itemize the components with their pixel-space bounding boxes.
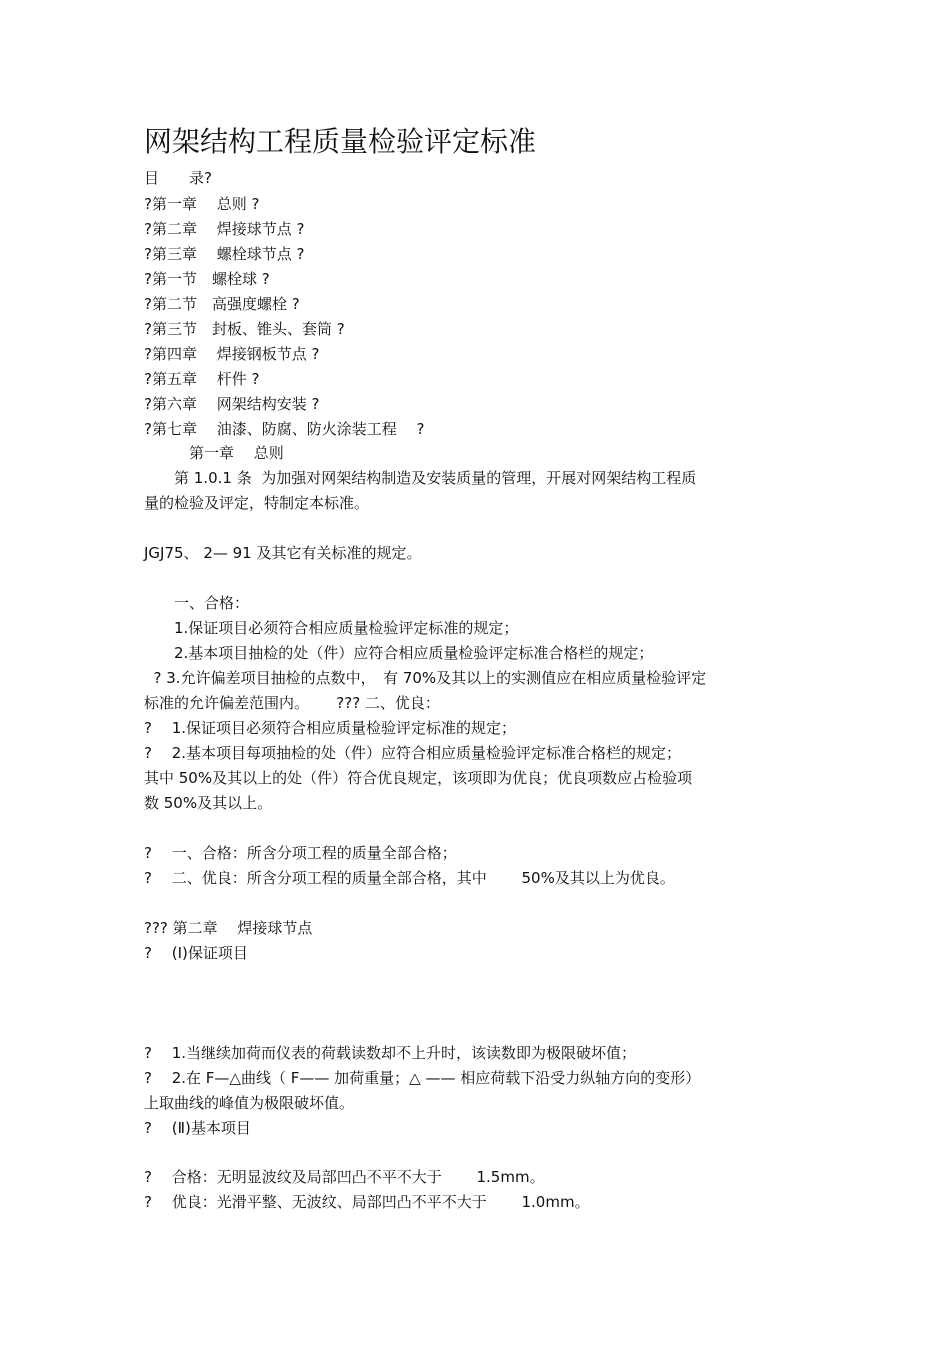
- body-line: ? 优良：光滑平整、无波纹、局部凹凸不平不大于 1.0mm。: [144, 1193, 590, 1211]
- toc-item: ?第一章 总则 ?: [144, 195, 260, 213]
- body-line: 数 50%及其以上。: [144, 794, 273, 812]
- body-line: ? 1.保证项目必须符合相应质量检验评定标准的规定；: [144, 719, 517, 737]
- toc-item: ?第三节 封板、锥头、套筒 ?: [144, 320, 345, 338]
- toc-item: ?第五章 杆件 ?: [144, 370, 260, 388]
- body-line: 第 1.0.1 条 为加强对网架结构制造及安装质量的管理，开展对网架结构工程质: [144, 469, 697, 487]
- body-line: ? 2.基本项目每项抽检的处（件）应符合相应质量检验评定标准合格栏的规定；: [144, 744, 682, 762]
- section-heading: ? (Ⅰ)保证项目: [144, 944, 248, 962]
- body-line: ? 2.在 F—△曲线（ F—— 加荷重量；△ —— 相应荷载下沿受力纵轴方向的变形）: [144, 1069, 701, 1087]
- body-line: 量的检验及评定，特制定本标准。: [144, 494, 370, 512]
- body-line: ? 二、优良：所含分项工程的质量全部合格，其中 50%及其以上为优良。: [144, 869, 675, 887]
- body-line: 一、合格：: [144, 594, 250, 612]
- body-line: 2.基本项目抽检的处（件）应符合相应质量检验评定标准合格栏的规定；: [144, 644, 654, 662]
- body-line: 1.保证项目必须符合相应质量检验评定标准的规定；: [144, 619, 519, 637]
- body-line: ? 一、合格：所含分项工程的质量全部合格；: [144, 844, 457, 862]
- body-line: ? 3.允许偏差项目抽检的点数中， 有 70%及其以上的实测值应在相应质量检验评定: [144, 669, 707, 687]
- toc-item: ?第一节 螺栓球 ?: [144, 270, 270, 288]
- toc-item: ?第七章 油漆、防腐、防火涂装工程 ?: [144, 420, 425, 438]
- body-line: JGJ75、 2— 91 及其它有关标准的规定。: [144, 544, 422, 562]
- toc-item: ?第四章 焊接钢板节点 ?: [144, 345, 320, 363]
- document-title: 网架结构工程质量检验评定标准: [144, 125, 537, 158]
- section-heading: ? (Ⅱ)基本项目: [144, 1119, 251, 1137]
- body-line: 其中 50%及其以上的处（件）符合优良规定，该项即为优良；优良项数应占检验项: [144, 769, 693, 787]
- toc-heading: 目 录?: [144, 169, 212, 187]
- chapter-heading: ??? 第二章 焊接球节点: [144, 919, 313, 937]
- toc-item: ?第六章 网架结构安装 ?: [144, 395, 320, 413]
- body-line: 标准的允许偏差范围内。 ??? 二、优良：: [144, 694, 440, 712]
- body-line: 上取曲线的峰值为极限破坏值。: [144, 1094, 355, 1112]
- toc-item: ?第二节 高强度螺栓 ?: [144, 295, 300, 313]
- toc-item: ?第二章 焊接球节点 ?: [144, 220, 305, 238]
- toc-item: ?第三章 螺栓球节点 ?: [144, 245, 305, 263]
- chapter-heading: 第一章 总则: [144, 444, 284, 462]
- body-line: ? 1.当继续加荷而仪表的荷载读数却不上升时，该读数即为极限破坏值；: [144, 1044, 637, 1062]
- body-line: ? 合格：无明显波纹及局部凹凸不平不大于 1.5mm。: [144, 1168, 545, 1186]
